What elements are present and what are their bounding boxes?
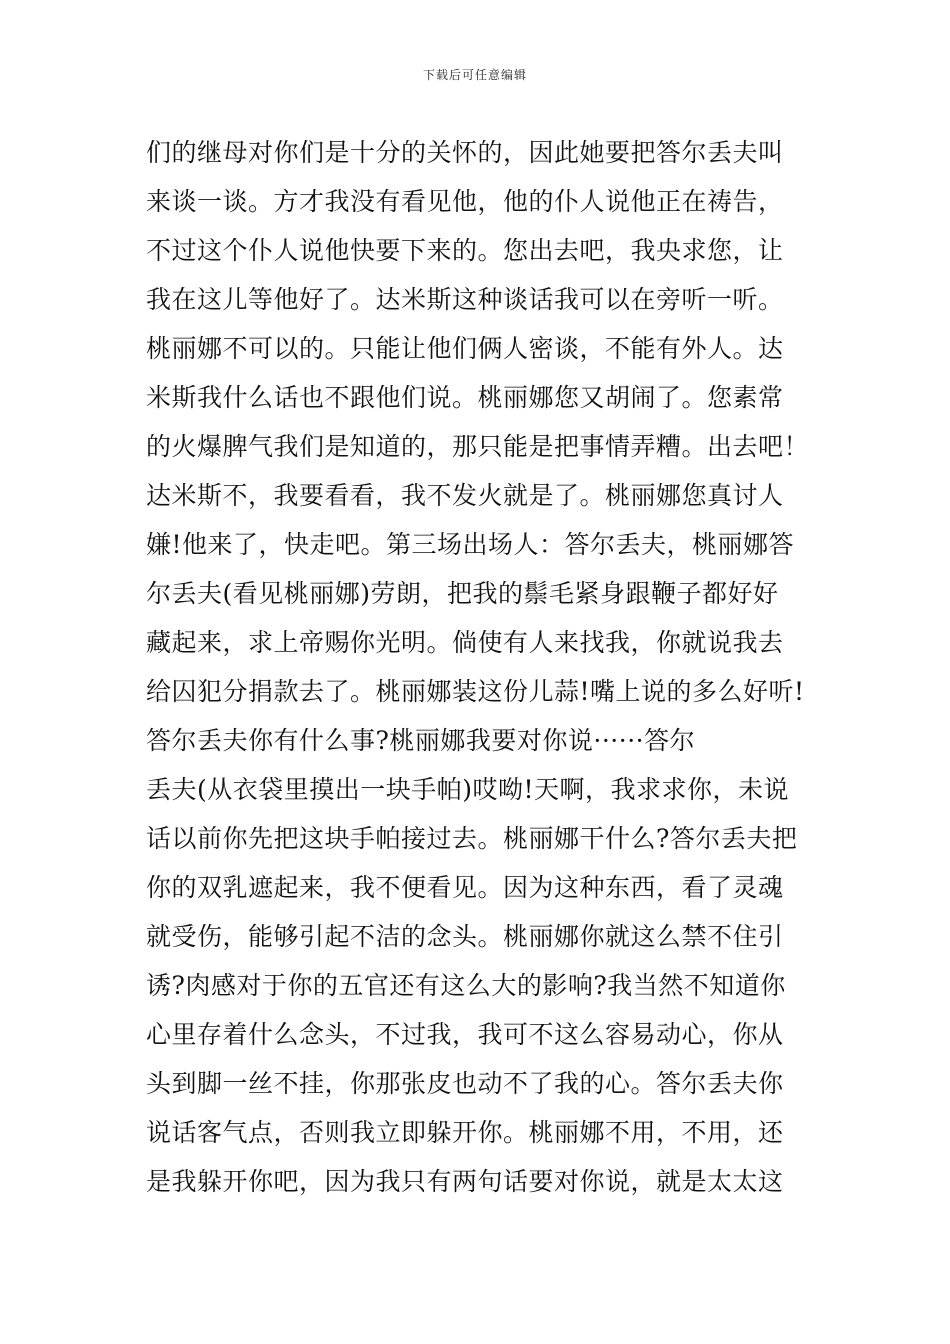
text-line: 桃丽娜不可以的。只能让他们俩人密谈，不能有外人。达 xyxy=(146,334,784,363)
text-line: 的火爆脾气我们是知道的，那只能是把事情弄糟。出去吧！ xyxy=(146,432,810,461)
text-line: 藏起来，求上帝赐你光明。倘使有人来找我，你就说我去 xyxy=(146,628,784,657)
text-line: 丢夫(从衣袋里摸出一块手帕)哎呦!天啊，我求求你，未说 xyxy=(146,775,790,804)
text-line: 尔丢夫(看见桃丽娜)劳朗，把我的鬃毛紧身跟鞭子都好好 xyxy=(146,579,779,608)
text-line: 们的继母对你们是十分的关怀的，因此她要把答尔丢夫叫 xyxy=(146,138,784,167)
text-line: 头到脚一丝不挂，你那张皮也动不了我的心。答尔丢夫你 xyxy=(146,1069,784,1098)
text-line: 你的双乳遮起来，我不便看见。因为这种东西，看了灵魂 xyxy=(146,873,784,902)
text-line: 话以前你先把这块手帕接过去。桃丽娜干什么?答尔丢夫把 xyxy=(146,824,798,853)
page-header: 下载后可任意编辑 xyxy=(422,68,527,82)
text-line: 来谈一谈。方才我没有看见他，他的仆人说他正在祷告， xyxy=(146,187,784,216)
text-line: 答尔丢夫你有什么事?桃丽娜我要对你说······答尔 xyxy=(146,726,696,755)
text-line: 达米斯不，我要看看，我不发火就是了。桃丽娜您真讨人 xyxy=(146,481,784,510)
text-line: 说话客气点，否则我立即躲开你。桃丽娜不用，不用，还 xyxy=(146,1118,784,1147)
text-line: 米斯我什么话也不跟他们说。桃丽娜您又胡闹了。您素常 xyxy=(146,383,784,412)
text-line: 就受伤，能够引起不洁的念头。桃丽娜你就这么禁不住引 xyxy=(146,922,784,951)
text-line: 不过这个仆人说他快要下来的。您出去吧，我央求您，让 xyxy=(146,236,784,265)
text-line: 诱?肉感对于你的五官还有这么大的影响?我当然不知道你 xyxy=(146,971,786,1000)
text-line: 嫌!他来了，快走吧。第三场出场人：答尔丢夫，桃丽娜答 xyxy=(146,530,795,559)
text-line: 心里存着什么念头，不过我，我可不这么容易动心，你从 xyxy=(146,1020,784,1049)
text-line: 是我躲开你吧，因为我只有两句话要对你说，就是太太这 xyxy=(146,1167,784,1196)
body-text xyxy=(146,128,826,1206)
text-line: 给囚犯分捐款去了。桃丽娜装这份儿蒜!嘴上说的多么好听! xyxy=(146,677,805,706)
text-line: 我在这儿等他好了。达米斯这种谈话我可以在旁听一听。 xyxy=(146,285,784,314)
